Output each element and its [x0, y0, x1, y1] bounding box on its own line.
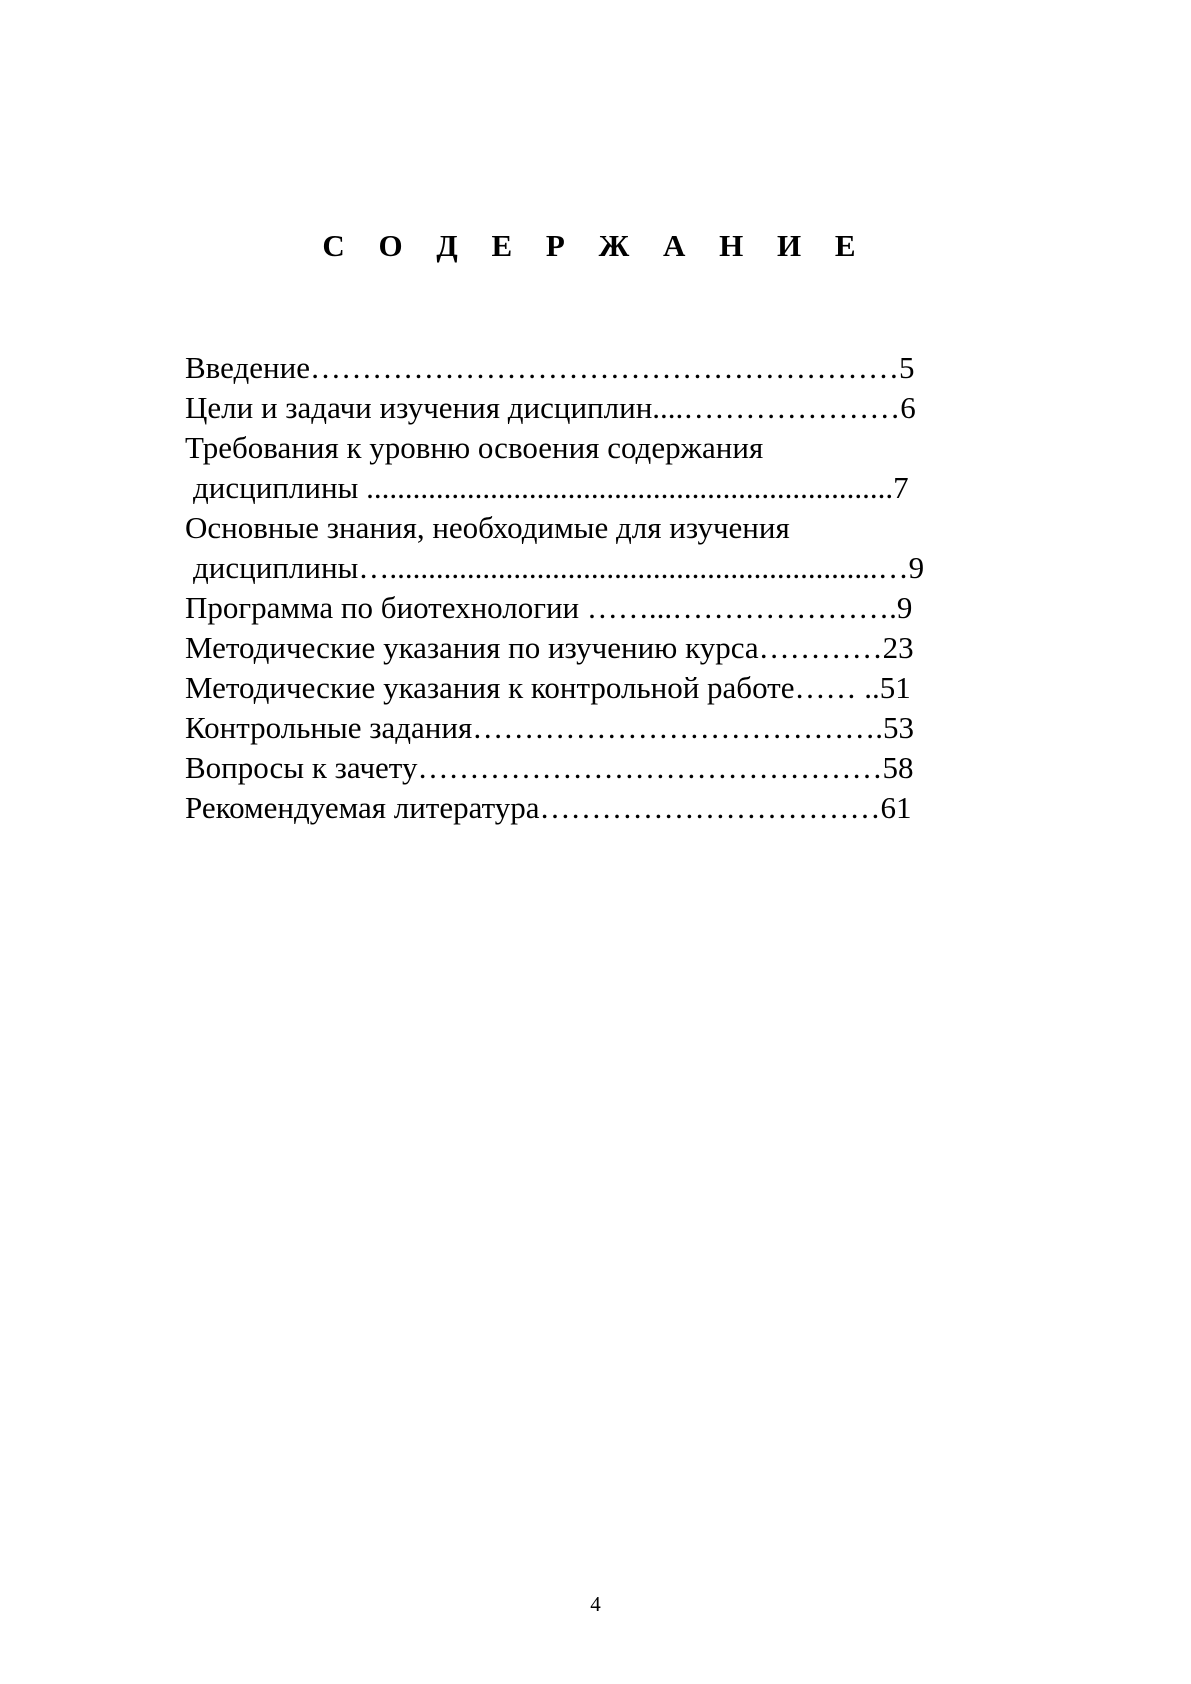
toc-entry-program: Программа по биотехнологии ……...………………….9 — [185, 590, 913, 625]
table-of-contents — [185, 348, 942, 828]
toc-entry-introduction: Введение…………………………………………………5 — [185, 350, 915, 385]
toc-entry-requirements-cont: дисциплины ....................................................................7 — [193, 470, 909, 505]
toc-entry-basic-knowledge: Основные знания, необходимые для изучения — [185, 510, 790, 545]
toc-entry-exam-questions: Вопросы к зачету………………………………………58 — [185, 750, 914, 785]
page-number: 4 — [590, 1592, 601, 1616]
toc-entry-assignments: Контрольные задания………………………………….53 — [185, 710, 914, 745]
toc-entry-basic-knowledge-cont: дисциплины…...............................................................…9 — [193, 550, 925, 585]
toc-entry-goals: Цели и задачи изучения дисциплин....…………………6 — [185, 390, 916, 425]
page-title: С О Д Е Р Ж А Н И Е — [322, 228, 869, 263]
toc-entry-test-guidelines: Методические указания к контрольной работе…… ..51 — [185, 670, 911, 705]
toc-entry-course-guidelines: Методические указания по изучению курса…………23 — [185, 630, 914, 665]
toc-entry-literature: Рекомендуемая литература……………………………61 — [185, 790, 912, 825]
toc-entry-requirements: Требования к уровню освоения содержания — [185, 430, 764, 465]
